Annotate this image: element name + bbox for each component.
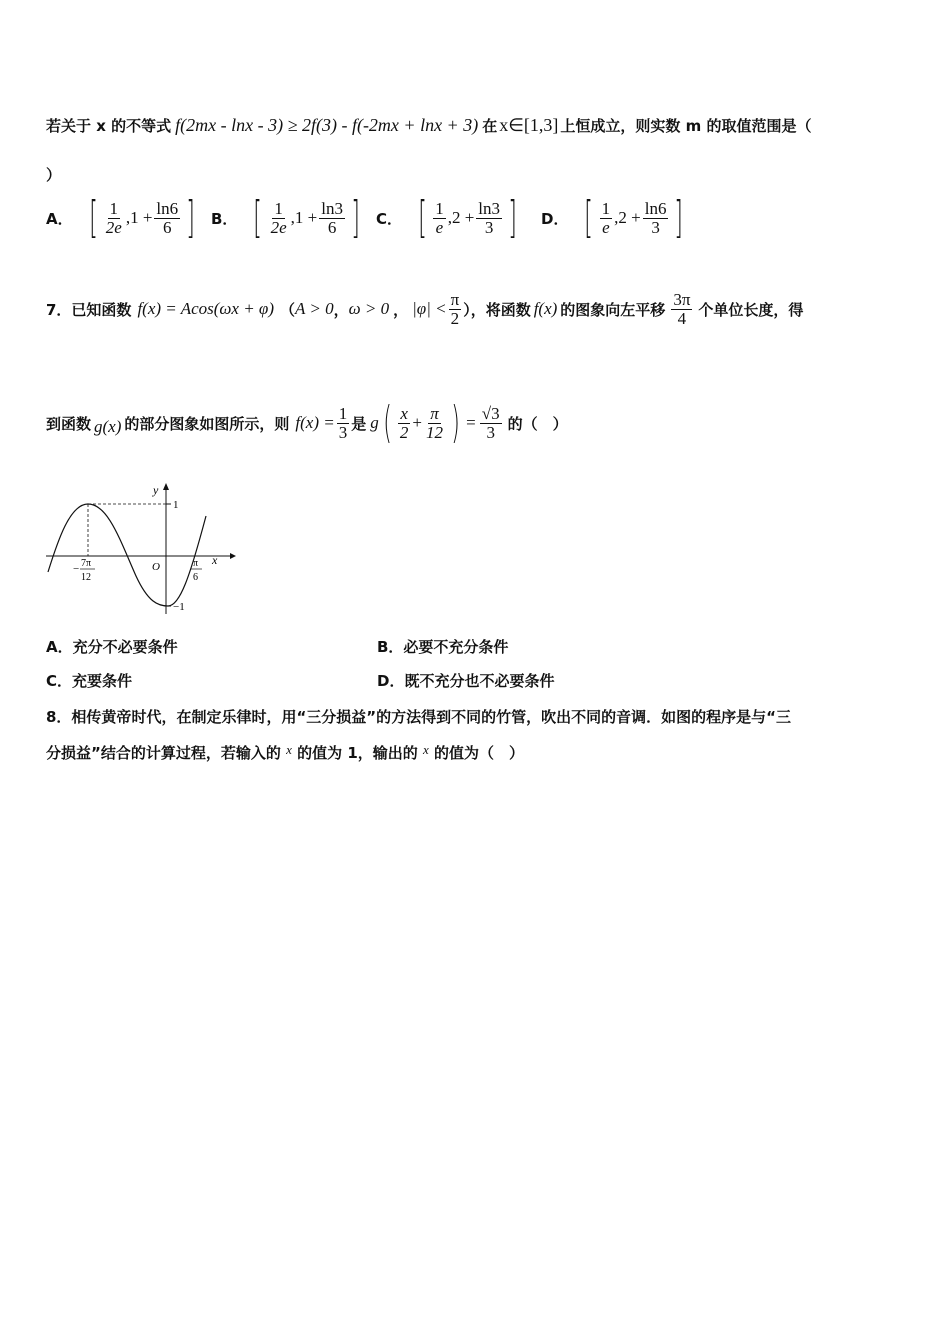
q7-paren: （	[280, 300, 296, 319]
q6-option-b[interactable]	[211, 192, 364, 243]
x-left-num: 7π	[81, 558, 92, 569]
q6-interval: [ $\frac{1}{2e}$ ,1 + $\frac{\ln 6}{6}$ ]	[88, 192, 196, 243]
q7-comma: ，	[333, 300, 349, 319]
q7-g-expr: g ( $\frac{x}{2}$ + $\frac{\pi}{12}$ ) = $\frac{√3}{3}$	[370, 397, 500, 448]
q6-option-a[interactable]	[46, 192, 199, 243]
q7-option-d[interactable]: D．既不充分也不必要条件	[377, 672, 555, 690]
q7-gx: g(x)	[94, 417, 122, 436]
q6-option-label: B．	[211, 209, 238, 228]
q6-prefix: 若关于 x 的不等式	[46, 116, 172, 135]
q6-option-c[interactable]	[376, 192, 521, 243]
q7-a-condition: A > 0	[295, 299, 334, 318]
q6-suffix: 上恒成立，则实数 m 的取值范围是（	[560, 116, 812, 135]
q7-text: 是	[351, 414, 367, 433]
q7-text: 的（ ）	[507, 414, 568, 433]
q7-text: 的图象向左平移	[560, 300, 666, 319]
y-axis-label: y	[153, 483, 159, 497]
x-axis-arrow	[230, 553, 236, 559]
q7-text: 个单位长度，得	[698, 300, 804, 319]
q7-shift: $\frac{3\pi}{4}$	[673, 289, 691, 328]
q8-x-var: x	[423, 742, 429, 757]
q7-text: ），将函数	[463, 300, 531, 319]
q7-f-value: $\frac{1}{3}$	[338, 403, 348, 442]
x-right-num: π	[193, 558, 199, 569]
q7-function: f(x) = Acos(ωx + φ)	[137, 299, 275, 318]
q7-text: 的部分图象如图所示，则	[124, 414, 290, 433]
q7-option-b[interactable]: B．必要不充分条件	[377, 638, 509, 656]
q8-text: 的值为 1，输出的	[297, 744, 418, 762]
q6-option-d[interactable]	[541, 192, 688, 243]
q6-interval: [ $\frac{1}{e}$ ,2 + $\frac{\ln 6}{3}$ ]	[584, 192, 684, 243]
x-left-sign: −	[73, 563, 80, 575]
q6-option-label: C．	[376, 209, 403, 228]
x-axis-label: x	[212, 553, 218, 567]
origin-label: O	[152, 561, 160, 573]
q6-option-label: D．	[541, 209, 569, 228]
q7-comma: ，	[393, 300, 409, 319]
q8-stem-line2	[46, 742, 524, 763]
q7-phi-condition: |φ| <	[412, 299, 447, 318]
q7-option-c[interactable]: C．充要条件	[46, 672, 133, 690]
q6-option-label: A．	[46, 209, 73, 228]
q7-f-eq: f(x) =	[295, 413, 335, 432]
q6-domain: x∈[1,3]	[499, 114, 559, 135]
q7-stem-line2	[46, 396, 568, 450]
q6-interval: [ $\frac{1}{2e}$ ,1 + $\frac{\ln 3}{6}$ ]	[253, 192, 360, 243]
q8-stem-line1: 8．相传黄帝时代，在制定乐律时，用“三分损益”的方法得到不同的竹管，吹出不同的音调．如图的程序是与“三	[46, 708, 792, 726]
q7-fx: f(x)	[533, 299, 558, 318]
q6-stem	[46, 108, 811, 142]
y-bottom-label: −1	[173, 601, 185, 613]
x-left-den: 12	[81, 572, 91, 583]
x-right-den: 6	[193, 572, 198, 583]
q7-phi-bound: $\frac{\pi}{2}$	[450, 289, 460, 328]
q7-number: 7．已知函数	[46, 300, 132, 319]
y-axis-arrow	[163, 483, 169, 490]
q8-text: 分损益”结合的计算过程，若输入的	[46, 744, 281, 762]
y-top-label: 1	[173, 499, 179, 511]
cosine-curve	[48, 504, 206, 606]
q7-option-a[interactable]: A．充分不必要条件	[46, 638, 178, 656]
q8-x-var: x	[286, 742, 292, 757]
q6-close: ）	[46, 166, 62, 184]
q8-text: 的值为（ ）	[434, 744, 525, 762]
q6-interval: [ $\frac{1}{e}$ ,2 + $\frac{\ln 3}{3}$ ]	[418, 192, 517, 243]
q6-mid: 在	[482, 116, 498, 135]
q6-inequality: f(2mx - lnx - 3) ≥ 2f(3) - f(-2mx + lnx + 3)	[175, 114, 479, 135]
q7-omega-condition: ω > 0	[348, 299, 390, 318]
q7-text: 到函数	[46, 414, 92, 433]
q7-stem-line1	[46, 284, 803, 334]
q7-cosine-graph	[40, 480, 240, 620]
